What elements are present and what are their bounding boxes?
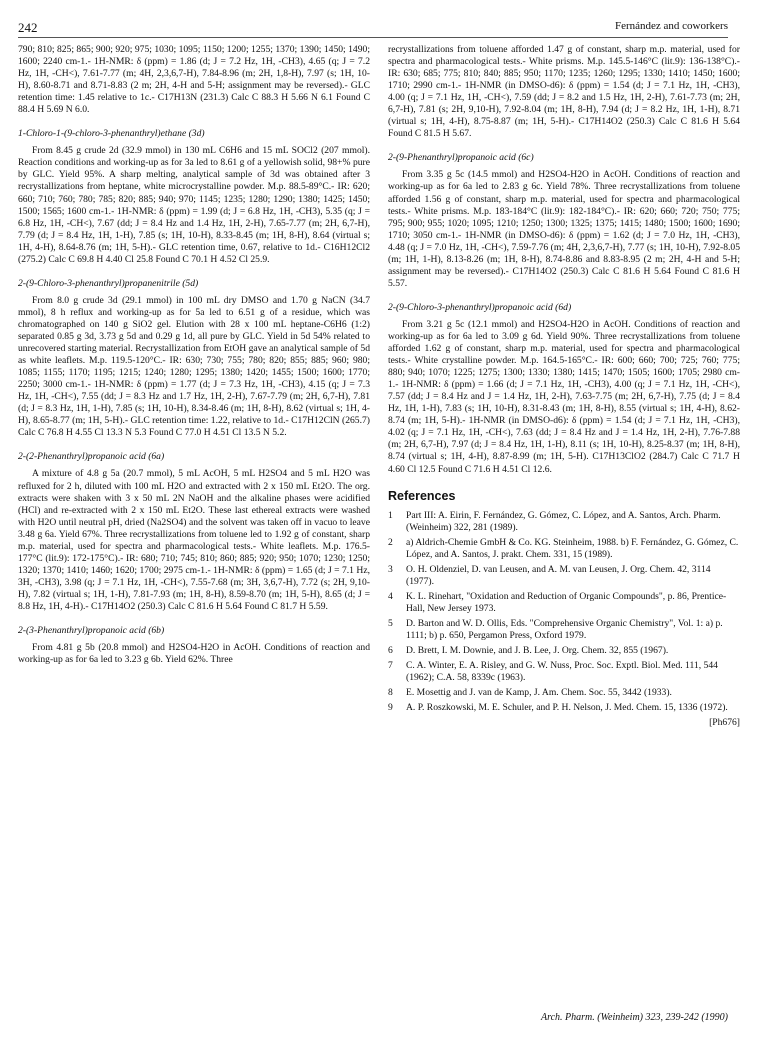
reference-text: A. P. Roszkowski, M. E. Schuler, and P. H. Nelson, J. Med. Chem. 15, 1336 (1972). xyxy=(406,702,728,714)
paragraph: recrystallizations from toluene afforded 1.47 g of constant, sharp m.p. material, used for spectra and pharmacological tests.- White prisms. M.p. 145.5-146°C (lit.9): 136-138°C).- IR: 630; 685; 775; 810; 840; 885; 950; 1170; 1235; 1260; 1295; 1330; 1410; 1450; 1600; 1710; 2990 cm-1.- 1H-NMR (in DMSO-d6): δ (ppm) = 1.54 (d; J = 7.1 Hz, 1H, -CH3), 4.00 (q; J = 7.1 Hz, 1H, -CH<), 7.59 (dd; J = 8.2 and 1.5 Hz, 1H, 2-H), 7.61-7.73 (m; 2H, 6,7-H), 7.81 (s; 2H, 9,10-H), 7.92-8.04 (m; 1H, 8-H), 7.94 (d; J = 8.2 Hz, 1H, 1-H), 8.71 (virtual s; 1H, 4-H), 8.75-8.87 (m; 1H, 5-H).- C17H14O2 (250.3) Calc C 81.6 H 5.64 Found C 81.5 H 5.67. xyxy=(388,44,740,140)
paragraph: From 3.21 g 5c (12.1 mmol) and H2SO4-H2O in AcOH. Conditions of reaction and working-up as for 6a led to 3.09 g 6d. Yield 90%. Three recrystallizations from toluene afforded 1.62 g of constant, sharp m.p. material, used for spectra and pharmacological tests.- White crystalline powder. M.p. 164.5-165°C.- IR: 600; 660; 700; 725; 760; 775; 880; 940; 1070; 1225; 1275; 1300; 1330; 1380; 1415; 1470; 1505; 1600; 1705; 2980 cm-1.- 1H-NMR: δ (ppm) = 1.66 (d; J = 7.1 Hz, 1H, -CH3), 4.00 (q; J = 7.1 Hz, 1H, -CH<), 7.57 (dd; J = 8.4 Hz and J = 1.4 Hz, 1H, 2-H), 7.63-7.75 (m; 2H, 6,7-H), 7.75 (d; J = 8.4 Hz, 1H, 1-H), 7.83 (s; 1H, 10-H), 8.31-8.43 (m; 1H, 8-H), 8.55 (virtual s; 1H, 4-H), 8.62-8.74 (m; 1H, 5-H).- 1H-NMR (in DMSO-d6): δ (ppm) = 1.54 (d; J = 7.1 Hz, 1H, -CH3), 4.02 (q; J = 7.1 Hz, 1H, -CH<), 7.63 (dd; J = 8.4 Hz and J = 1.4 Hz, 1H, 2-H), 7.76-7.88 (m; 2H, 6,7-H), 7.97 (d; J = 8.4 Hz, 1H, 1-H), 8.11 (s; 1H, 10-H), 8.25-8.37 (m; 1H, 8-H), 8.74 (virtual s; 1H, 4-H), 8.87-8.99 (m; 1H, 5-H). C17H13ClO2 (284.7) Calc C 71.7 H 4.60 Cl 12.5 Found C 71.6 H 4.51 Cl 12.6. xyxy=(388,318,740,475)
paragraph: From 4.81 g 5b (20.8 mmol) and H2SO4-H2O in AcOH. Conditions of reaction and working-up as for 6a led to 3.23 g 6b. Yield 62%. Three xyxy=(18,642,370,666)
reference-number: 2 xyxy=(388,536,393,548)
reference-number: 5 xyxy=(388,617,393,629)
reference-item xyxy=(388,702,740,714)
reference-text: O. H. Oldenziel, D. van Leusen, and A. M. van Leusen, J. Org. Chem. 42, 3114 (1977). xyxy=(406,563,711,587)
reference-text: E. Mosettig and J. van de Kamp, J. Am. Chem. Soc. 55, 3442 (1933). xyxy=(406,687,672,699)
reference-number: 6 xyxy=(388,645,393,657)
reference-text: K. L. Rinehart, "Oxidation and Reduction of Organic Compounds", p. 86, Prentice-Hall, New Jersey 1973. xyxy=(406,590,727,614)
section-heading: 2-(9-Chloro-3-phenanthryl)propanoic acid (6d) xyxy=(388,301,572,313)
reference-item xyxy=(388,510,740,534)
left-column xyxy=(18,44,370,666)
reference-text: Part III: A. Eirin, F. Fernández, G. Gómez, C. López, and A. Santos, Arch. Pharm. (Weinheim) 322, 281 (1989). xyxy=(406,509,721,533)
reference-number: 9 xyxy=(388,702,393,714)
reference-text: D. Barton and W. D. Ollis, Eds. "Comprehensive Organic Chemistry", Vol. 1: a) p. 1111; b) p. 650, Pergamon Press, Oxford 1979. xyxy=(406,617,723,642)
reference-item xyxy=(388,618,740,642)
paragraph: A mixture of 4.8 g 5a (20.7 mmol), 5 mL AcOH, 5 mL H2SO4 and 5 mL H2O was refluxed for 2 h, diluted with 100 mL H2O and extracted with 2 x 150 mL Et2O. The org. extracts were shaken with 3 x 50 mL 2N NaOH and the alkaline phases were acidified (HCl) and re-extracted with 2 x 150 mL Et2O. These last ethereal extracts were washed with H2O until neutral pH, dried (Na2SO4) and the solvent was taken off in vacuo to leave 3.48 g 6a. Yield 67%. Three recrystallizations from toluene led to 1.92 g of constant, sharp m.p. material, used for spectra and pharmacological tests.- White leaflets. M.p. 176.5-177°C (lit.9): 172-175°C).- IR: 680; 710; 745; 810; 860; 885; 920; 950; 1070; 1230; 1250; 1320; 1370; 1410; 1460; 1620; 1700; 2975 cm-1.- 1H-NMR: δ (ppm) = 1.65 (d; J = 7.1 Hz, 3H, -CH3), 3.98 (q; J = 7.1 Hz, 1H, -CH<), 7.55-7.68 (m; 3H, 3,6,7-H), 7.72 (s; 2H, 9,10-H), 7.82 (virtual s; 1H, 1-H), 7.81-7.93 (m; 1H, 8-H), 8.59-8.70 (m; 1H, 5-H), 8.65 (d; J = 8.8 Hz, 1H, 4-H).- C17H14O2 (250.3) Calc C 81.6 H 5.64 Found C 81.7 H 5.59. xyxy=(18,468,370,612)
reference-item xyxy=(388,687,740,699)
reference-text: a) Aldrich-Chemie GmbH & Co. KG. Steinheim, 1988. b) F. Fernández, G. Gómez, C. López, and A. Santos, J. prakt. Chem. 331, 15 (1989). xyxy=(406,536,739,560)
reference-item xyxy=(388,537,740,561)
header-rule xyxy=(18,37,728,38)
manuscript-code: [Ph676] xyxy=(709,717,740,729)
paragraph: 790; 810; 825; 865; 900; 920; 975; 1030; 1095; 1150; 1200; 1255; 1370; 1390; 1450; 1490; 1600; 2240 cm-1.- 1H-NMR: δ (ppm) = 1.86 (d; J = 7.2 Hz, 1H, -CH3), 4.65 (q; J = 7.2 Hz, 1H, -CH<), 7.61-7.77 (m; 4H, 2,3,6,7-H), 7.84-8.96 (m; 2H, 1,8-H), 7.97 (s; 1H, 10-H), 8.60-8.71 and 8.71-8.83 (2 m; 2H, 4-H and 5-H; assignment may be reversed).- GLC retention time: 1.45 relative to 1c.- C17H13N (231.3) Calc C 88.3 H 5.66 N 6.1 Found C 88.4 H 5.69 N 6.0. xyxy=(18,44,370,116)
paragraph: From 8.0 g crude 3d (29.1 mmol) in 100 mL dry DMSO and 1.70 g NaCN (34.7 mmol), 8 h reflux and working-up as for 5a led to 6.51 g of a residue, which was chromatographed on 140 g SiO2 gel. Elution with 28 x 100 mL heptane-C6H6 (1:2) separated 0.85 g 3d, 3.73 g 5d and 0.29 g 1d, all pure by GLC. Yield in 5d 54% related to unrecovered starting material. Recrystallization from EtOH gave an analytical sample of 5d as white leaflets. M.p. 119.5-120°C.- IR: 630; 730; 755; 780; 820; 855; 885; 960; 980; 1085; 1155; 1170; 1195; 1215; 1240; 1280; 1295; 1380; 1420; 1455; 1500; 1600; 1770; 2250; 3000 cm-1.- 1H-NMR: δ (ppm) = 1.77 (d; J = 7.3 Hz, 1H, -CH3), 4.15 (q; J = 7.3 Hz, 1H, -CH<), 7.55 (dd; J = 8.3 Hz and 1.7 Hz, 1H, 2-H), 7.67-7.79 (m; 2H, 6,7-H), 7.81 (d; J = 8.3 Hz, 1H, 1-H), 7.85 (s; 1H, 10-H), 8.34-8.46 (m; 1H, 8-H), 8.62 (virtual s; 1H, 4-H), 8.65-8.77 (m; 1H, 5-H).- GLC retention time: 1.22, relative to 1d.- C17H12ClN (265.7) Calc C 76.8 H 4.55 Cl 13.3 N 5.3 Found C 77.0 H 4.51 Cl 13.5 N 5.2. xyxy=(18,294,370,439)
reference-text: D. Brett, I. M. Downie, and J. B. Lee, J. Org. Chem. 32, 855 (1967). xyxy=(406,645,669,657)
reference-item xyxy=(388,564,740,588)
reference-list xyxy=(388,510,740,715)
reference-item xyxy=(388,660,740,684)
right-column xyxy=(388,44,740,729)
reference-number: 1 xyxy=(388,509,393,521)
section-heading: 2-(9-Chloro-3-phenanthryl)propanenitrile (5d) xyxy=(18,277,199,289)
reference-text: C. A. Winter, E. A. Risley, and G. W. Nuss, Proc. Soc. Exptl. Biol. Med. 111, 544 (1962); C.A. 58, 8339c (1963). xyxy=(406,660,718,684)
section-heading: 2-(9-Phenanthryl)propanoic acid (6c) xyxy=(388,152,534,164)
running-author: Fernández and coworkers xyxy=(614,20,728,32)
section-heading: 2-(2-Phenanthryl)propanoic acid (6a) xyxy=(18,451,165,463)
section-heading: 1-Chloro-1-(9-chloro-3-phenanthryl)ethane (3d) xyxy=(18,128,205,140)
reference-item xyxy=(388,645,740,657)
paragraph: From 8.45 g crude 2d (32.9 mmol) in 130 mL C6H6 and 15 mL SOCl2 (207 mmol). Reaction conditions and working-up as for 3a led to 8.61 g of a yellowish solid, 98+% pure by GLC. Yield 95%. A sharp melting, analytical sample of 3d was obtained after 3 recrystallizations from heptane, white microcrystalline powder. M.p. 88.5-89°C.- IR: 620; 660; 710; 760; 780; 785; 820; 885; 940; 970; 1145; 1235; 1280; 1290; 1380; 1425; 1450; 1500; 1565; 1600 cm-1.- 1H-NMR: δ (ppm) = 1.99 (d; J = 6.8 Hz, 1H, -CH3), 5.35 (q; J = 6.8 Hz, 1H, -CH<), 7.67 (dd; J = 8.4 Hz and 1.4 Hz, 1H, 2-H), 7.65-7.77 (m; 2H, 6,7-H), 7.79 (d; J = 8.4 Hz, 1H, 1-H), 7.85 (s; 1H, 10-H), 8.33-8.45 (m; 1H, 8-H), 8.64 (virtual s; 1H, 4-H), 8.64-8.76 (m; 1H, 5-H).- GLC retention time, 0.67, relative to 1d.- C16H12Cl2 (275.2) Calc C 69.8 H 4.40 Cl 25.8 Found C 70.1 H 4.52 Cl 25.9. xyxy=(18,145,370,265)
page-number: 242 xyxy=(18,20,38,35)
reference-number: 4 xyxy=(388,590,393,602)
reference-number: 7 xyxy=(388,660,393,672)
paragraph: From 3.35 g 5c (14.5 mmol) and H2SO4-H2O in AcOH. Conditions of reaction and working-up as for 6a led to 2.83 g 6c. Yield 78%. Three recrystallizations from toluene afforded 1.56 g of constant, sharp m.p. material, used for spectra and pharmacological tests.- White prisms. M.p. 183-184°C (lit.9): 182-184°C).- IR: 620; 660; 720; 750; 775; 795; 900; 955; 1020; 1095; 1210; 1250; 1300; 1325; 1375; 1415; 1480; 1500; 1600; 1690; 1710; 3050 cm-1.- 1H-NMR (in DMSO-d6): δ (ppm) = 1.62 (d; J = 7.0 Hz, 1H, -CH3), 4.48 (q; J = 7.0 Hz, 1H, -CH<), 7.59-7.76 (m; 4H, 2,3,6,7-H), 7.77 (s; 1H, 10-H), 7.92-8.05 (m; 1H, 1-H), 8.13-8.26 (m; 1H, 8-H), 8.74-8.86 and 8.83-8.95 (2 m; 2H, 4-H and 5-H; assignment may be reversed).- C17H14O2 (250.3) Calc C 81.6 H 5.64 Found C 81.6 H 5.57. xyxy=(388,169,740,289)
reference-number: 3 xyxy=(388,563,393,575)
journal-citation: Arch. Pharm. (Weinheim) 323, 239-242 (1990) xyxy=(540,1012,728,1023)
reference-item xyxy=(388,591,740,615)
section-heading: 2-(3-Phenanthryl)propanoic acid (6b) xyxy=(18,625,165,637)
reference-number: 8 xyxy=(388,687,393,699)
references-heading: References xyxy=(388,488,456,503)
